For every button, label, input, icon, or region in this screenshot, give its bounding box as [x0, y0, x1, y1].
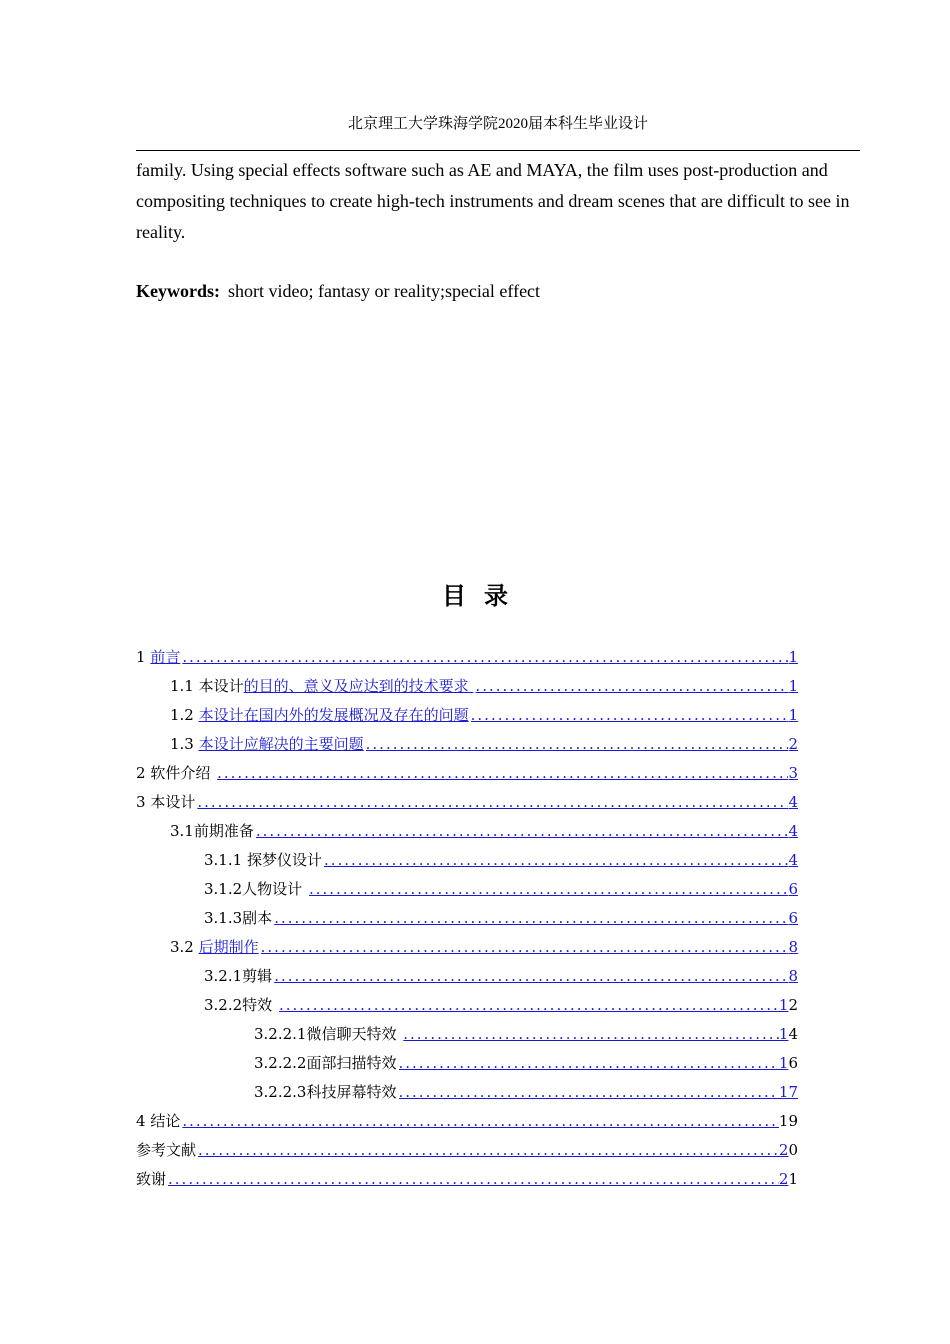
toc-entry-title[interactable]: 前期准备 [193, 822, 254, 840]
toc-entry-title[interactable]: 软件介绍 [150, 764, 216, 782]
toc-entry-number: 1.3 [170, 735, 199, 753]
toc-entry-prefix: 本设计 [198, 677, 244, 695]
toc-entry-number: 1.1 [170, 677, 199, 695]
toc-entry[interactable] [136, 1138, 798, 1160]
toc-dot-leader[interactable] [198, 1140, 779, 1160]
toc-entry-page-tail: 0 [788, 1141, 798, 1159]
toc-entry-page[interactable]: 17 [778, 1083, 798, 1101]
keywords-label: Keywords: [136, 281, 220, 301]
keywords-line [136, 278, 540, 304]
toc-entry[interactable] [170, 674, 798, 696]
toc-entry-title[interactable]: 本设计在国内外的发展概况及存在的问题 [198, 706, 469, 724]
toc-entry-number: 1 [136, 648, 151, 666]
toc-entry-title[interactable]: 面部扫描特效 [306, 1054, 397, 1072]
toc-entry-number: 4 [136, 1112, 151, 1130]
toc-entry-number: 3.2.2.2 [254, 1054, 307, 1072]
toc-entry-page[interactable]: 2 [778, 1141, 789, 1159]
toc-entry-page[interactable]: 8 [788, 967, 798, 985]
toc-entry-page[interactable]: 6 [788, 909, 798, 927]
toc-entry-page[interactable]: 4 [788, 793, 798, 811]
toc-entry-page-tail: 19 [778, 1112, 798, 1130]
toc-dot-leader[interactable] [403, 1024, 779, 1044]
toc-entry-page-tail: 2 [788, 996, 798, 1014]
toc-dot-leader[interactable] [399, 1082, 779, 1102]
toc-entry-title[interactable]: 科技屏幕特效 [306, 1083, 397, 1101]
toc-entry-page[interactable]: 1 [778, 996, 789, 1014]
toc-entry-page[interactable]: 4 [788, 822, 798, 840]
toc-entry-title[interactable]: 人物设计 [242, 880, 307, 898]
toc-entry[interactable] [136, 645, 798, 667]
toc-entry-title[interactable]: 参考文献 [136, 1141, 197, 1159]
toc-entry-page[interactable]: 1 [778, 1025, 789, 1043]
toc-entry-title[interactable]: 剧本 [242, 909, 273, 927]
toc-entry-title[interactable]: 结论 [150, 1112, 181, 1130]
toc-entry[interactable] [204, 906, 798, 928]
toc-dot-leader[interactable] [471, 705, 789, 725]
toc-dot-leader[interactable] [182, 647, 788, 667]
toc-dot-leader[interactable] [274, 908, 788, 928]
toc-dot-leader[interactable] [256, 821, 789, 841]
toc-entry-page[interactable]: 3 [788, 764, 798, 782]
toc-entry[interactable] [204, 964, 798, 986]
toc-entry-title[interactable]: 特效 [242, 996, 277, 1014]
toc-entry-page[interactable]: 1 [788, 648, 798, 666]
toc-dot-leader[interactable] [182, 1111, 779, 1131]
toc-entry[interactable] [204, 877, 798, 899]
toc-entry-page[interactable]: 2 [778, 1170, 789, 1188]
toc-entry-title[interactable]: 本设计 [150, 793, 196, 811]
toc-entry[interactable] [204, 993, 798, 1015]
toc-entry[interactable] [170, 703, 798, 725]
toc-entry-page-tail: 1 [788, 1170, 798, 1188]
toc-entry-title[interactable]: 本设计应解决的主要问题 [198, 735, 364, 753]
toc-entry-title[interactable]: 致谢 [136, 1170, 167, 1188]
toc-entry[interactable] [170, 732, 798, 754]
keywords-value: short video; fantasy or reality;special effect [228, 281, 541, 301]
toc-entry-title[interactable]: 前言 [150, 648, 181, 666]
toc-entry-number: 1.2 [170, 706, 199, 724]
toc-entry-title[interactable]: 剪辑 [242, 967, 273, 985]
toc-entry[interactable] [136, 761, 798, 783]
toc-entry[interactable] [254, 1022, 798, 1044]
toc-dot-leader[interactable] [279, 995, 779, 1015]
toc-entry[interactable] [170, 819, 798, 841]
toc-dot-leader[interactable] [366, 734, 789, 754]
toc-entry-title[interactable]: 后期制作 [198, 938, 259, 956]
toc-entry-number: 3.1.1 [204, 851, 247, 869]
page-header: 北京理工大学珠海学院2020届本科生毕业设计 [347, 116, 648, 132]
toc-entry-title[interactable]: 微信聊天特效 [306, 1025, 402, 1043]
toc-entry-number: 3.1.2 [204, 880, 243, 898]
abstract-text: family. Using special effects software such as AE and MAYA, the film uses post-production and compositing techniques to create high-tech instruments and dream scenes that are difficult to see in reality. [136, 160, 850, 242]
toc-title: 目录 [442, 582, 526, 610]
toc-dot-leader[interactable] [197, 792, 788, 812]
toc-dot-leader[interactable] [274, 966, 788, 986]
toc-dot-leader[interactable] [217, 763, 788, 783]
toc-entry-title[interactable]: 的目的、意义及应达到的技术要求 [243, 677, 474, 695]
toc-entry-title[interactable]: 探梦仪设计 [246, 851, 322, 869]
toc-entry-number: 3.2 [170, 938, 199, 956]
toc-entry-number: 3.1 [170, 822, 194, 840]
toc-entry[interactable] [136, 790, 798, 812]
toc-entry-number: 3.2.2 [204, 996, 243, 1014]
toc-entry-page[interactable]: 1 [778, 1054, 789, 1072]
toc-entry[interactable] [254, 1051, 798, 1073]
toc-dot-leader[interactable] [475, 676, 788, 696]
toc-entry[interactable] [136, 1109, 798, 1131]
toc-entry-page[interactable]: 2 [788, 735, 798, 753]
toc-entry-page[interactable]: 1 [788, 677, 798, 695]
toc-entry-page[interactable]: 6 [788, 880, 798, 898]
toc-entry[interactable] [204, 848, 798, 870]
toc-entry-page[interactable]: 1 [788, 706, 798, 724]
toc-entry-number: 2 [136, 764, 151, 782]
toc-entry[interactable] [136, 1167, 798, 1189]
header-rule [136, 150, 860, 151]
toc-entry-number: 3.2.1 [204, 967, 243, 985]
toc-entry[interactable] [254, 1080, 798, 1102]
toc-dot-leader[interactable] [399, 1053, 779, 1073]
toc-entry-number: 3.2.2.3 [254, 1083, 307, 1101]
toc-entry-page-tail: 4 [788, 1025, 798, 1043]
toc-dot-leader[interactable] [168, 1169, 779, 1189]
toc-dot-leader[interactable] [261, 937, 789, 957]
toc-dot-leader[interactable] [324, 850, 789, 870]
toc-entry-number: 3 [136, 793, 151, 811]
toc-entry-number: 3.1.3 [204, 909, 243, 927]
toc-entry-page[interactable]: 8 [788, 938, 798, 956]
toc-entry-page[interactable]: 4 [788, 851, 798, 869]
toc-entry-page-tail: 6 [788, 1054, 798, 1072]
toc-entry-number: 3.2.2.1 [254, 1025, 307, 1043]
toc-dot-leader[interactable] [309, 879, 789, 899]
toc-entry[interactable] [170, 935, 798, 957]
